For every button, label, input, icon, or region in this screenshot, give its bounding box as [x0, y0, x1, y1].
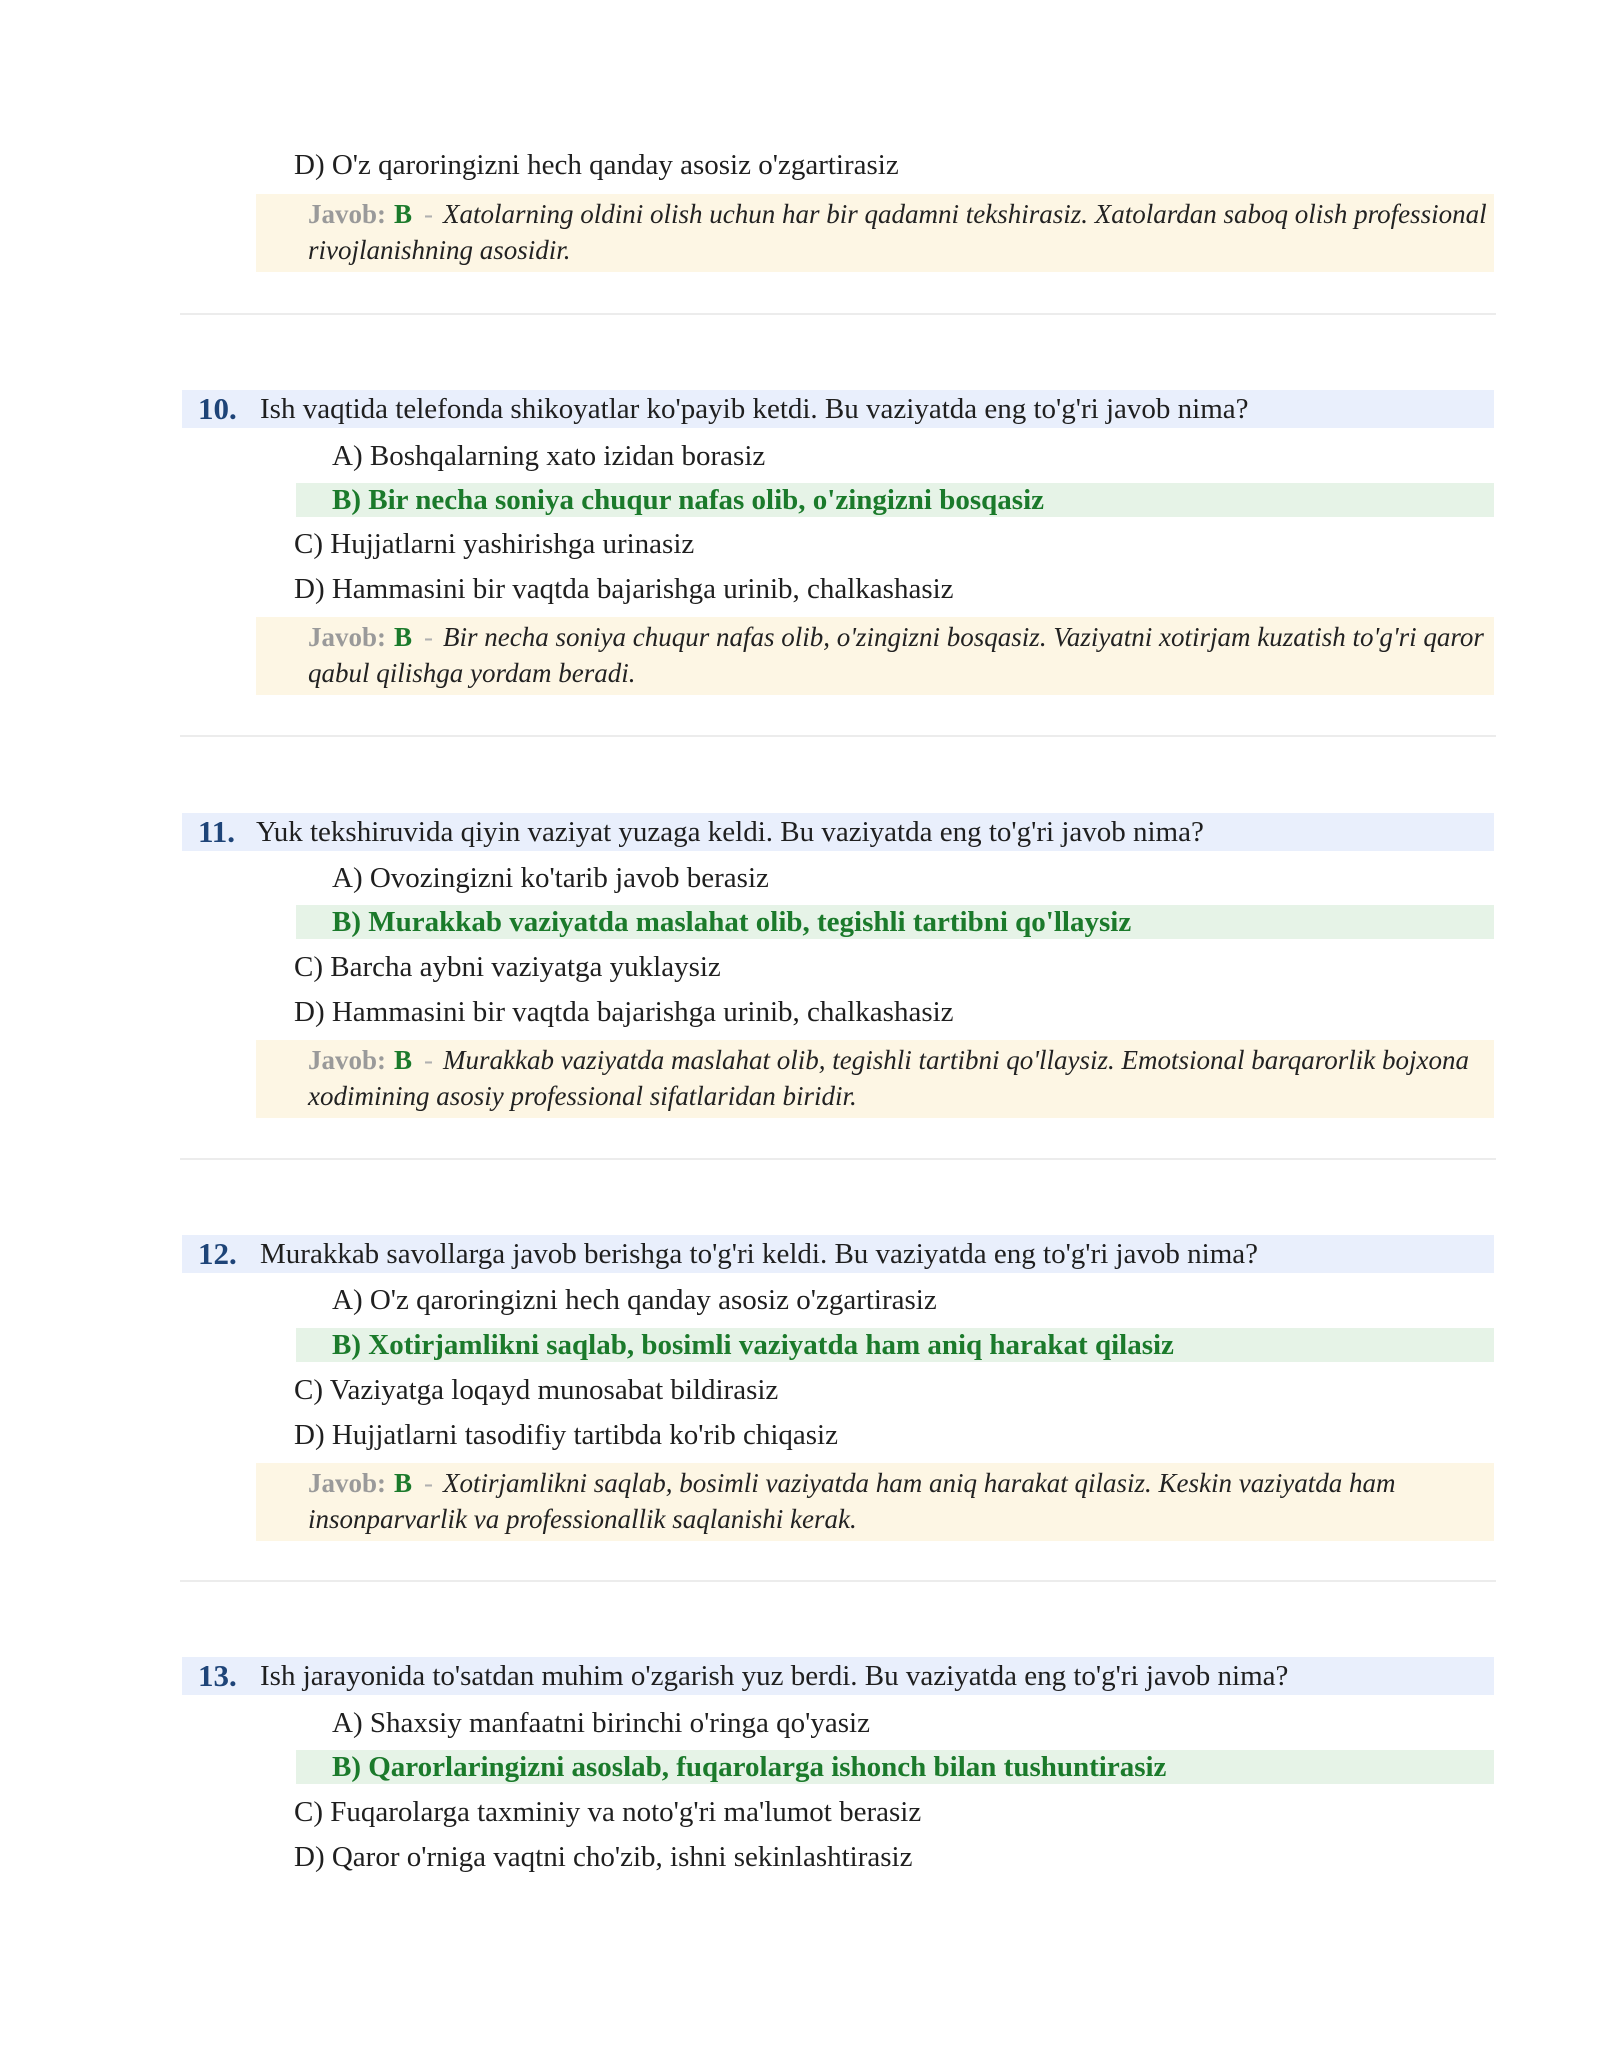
answer-dash: - — [424, 1468, 434, 1498]
answer-dash: - — [424, 622, 434, 652]
option-d: D) O'z qaroringizni hech qanday asosiz o'zgartirasiz — [294, 149, 899, 181]
question-number: 10. — [198, 391, 237, 426]
option-a: A) Shaxsiy manfaatni birinchi o'ringa qo'yasiz — [332, 1707, 870, 1739]
answer-box — [256, 1040, 1494, 1118]
divider — [180, 313, 1496, 315]
question-text: Ish vaqtida telefonda shikoyatlar ko'payib ketdi. Bu vaziyatda eng to'g'ri javob nima? — [260, 393, 1249, 425]
option-c: C) Fuqarolarga taxminiy va noto'g'ri ma'lumot berasiz — [294, 1796, 922, 1828]
divider — [180, 735, 1496, 737]
option-a: A) Ovozingizni ko'tarib javob berasiz — [332, 862, 769, 894]
answer-explanation: Murakkab vaziyatda maslahat olib, tegishli tartibni qo'llaysiz. Emotsional barqarorlik bojxona xodimining asosiy professional sifatlaridan biridir. — [308, 1045, 1470, 1111]
answer-dash: - — [424, 1045, 434, 1075]
question-number: 12. — [198, 1236, 237, 1271]
answer-letter: B — [394, 1468, 413, 1498]
answer-explanation: Bir necha soniya chuqur nafas olib, o'zingizni bosqasiz. Vaziyatni xotirjam kuzatish to'g'ri qaror qabul qilishga yordam beradi. — [308, 622, 1484, 688]
answer-label: Javob: — [308, 1045, 387, 1075]
question-number: 13. — [198, 1658, 237, 1693]
option-d: D) Hammasini bir vaqtda bajarishga urinib, chalkashasiz — [294, 996, 954, 1028]
option-d: D) Hujjatlarni tasodifiy tartibda ko'rib chiqasiz — [294, 1419, 838, 1451]
answer-letter: B — [394, 199, 413, 229]
answer-box — [256, 617, 1494, 695]
question-text: Yuk tekshiruvida qiyin vaziyat yuzaga keldi. Bu vaziyatda eng to'g'ri javob nima? — [256, 816, 1204, 848]
option-a: A) O'z qaroringizni hech qanday asosiz o'zgartirasiz — [332, 1284, 937, 1316]
correct-option: B) Bir necha soniya chuqur nafas olib, o'zingizni bosqasiz — [332, 484, 1045, 516]
divider — [180, 1580, 1496, 1582]
question-text: Ish jarayonida to'satdan muhim o'zgarish yuz berdi. Bu vaziyatda eng to'g'ri javob nima? — [260, 1660, 1289, 1692]
answer-box — [256, 194, 1494, 272]
correct-option: B) Xotirjamlikni saqlab, bosimli vaziyatda ham aniq harakat qilasiz — [332, 1329, 1174, 1361]
answer-dash: - — [424, 199, 434, 229]
answer-label: Javob: — [308, 622, 387, 652]
question-text: Murakkab savollarga javob berishga to'g'ri keldi. Bu vaziyatda eng to'g'ri javob nima? — [260, 1238, 1259, 1270]
divider — [180, 1158, 1496, 1160]
option-d: D) Qaror o'rniga vaqtni cho'zib, ishni sekinlashtirasiz — [294, 1841, 913, 1873]
option-d: D) Hammasini bir vaqtda bajarishga urinib, chalkashasiz — [294, 573, 954, 605]
answer-label: Javob: — [308, 1468, 387, 1498]
answer-letter: B — [394, 1045, 413, 1075]
answer-box — [256, 1463, 1494, 1541]
option-c: C) Barcha aybni vaziyatga yuklaysiz — [294, 951, 721, 983]
answer-label: Javob: — [308, 199, 387, 229]
correct-option: B) Murakkab vaziyatda maslahat olib, tegishli tartibni qo'llaysiz — [332, 906, 1132, 938]
option-a: A) Boshqalarning xato izidan borasiz — [332, 440, 766, 472]
option-c: C) Hujjatlarni yashirishga urinasiz — [294, 528, 695, 560]
correct-option: B) Qarorlaringizni asoslab, fuqarolarga ishonch bilan tushuntirasiz — [332, 1751, 1167, 1783]
answer-explanation: Xotirjamlikni saqlab, bosimli vaziyatda ham aniq harakat qilasiz. Keskin vaziyatda ham insonparvarlik va professionallik saqlanishi kerak. — [308, 1468, 1396, 1534]
answer-explanation: Xatolarning oldini olish uchun har bir qadamni tekshirasiz. Xatolardan saboq olish professional rivojlanishning asosidir. — [308, 199, 1487, 265]
question-number: 11. — [198, 814, 236, 849]
answer-letter: B — [394, 622, 413, 652]
option-c: C) Vaziyatga loqayd munosabat bildirasiz — [294, 1374, 779, 1406]
